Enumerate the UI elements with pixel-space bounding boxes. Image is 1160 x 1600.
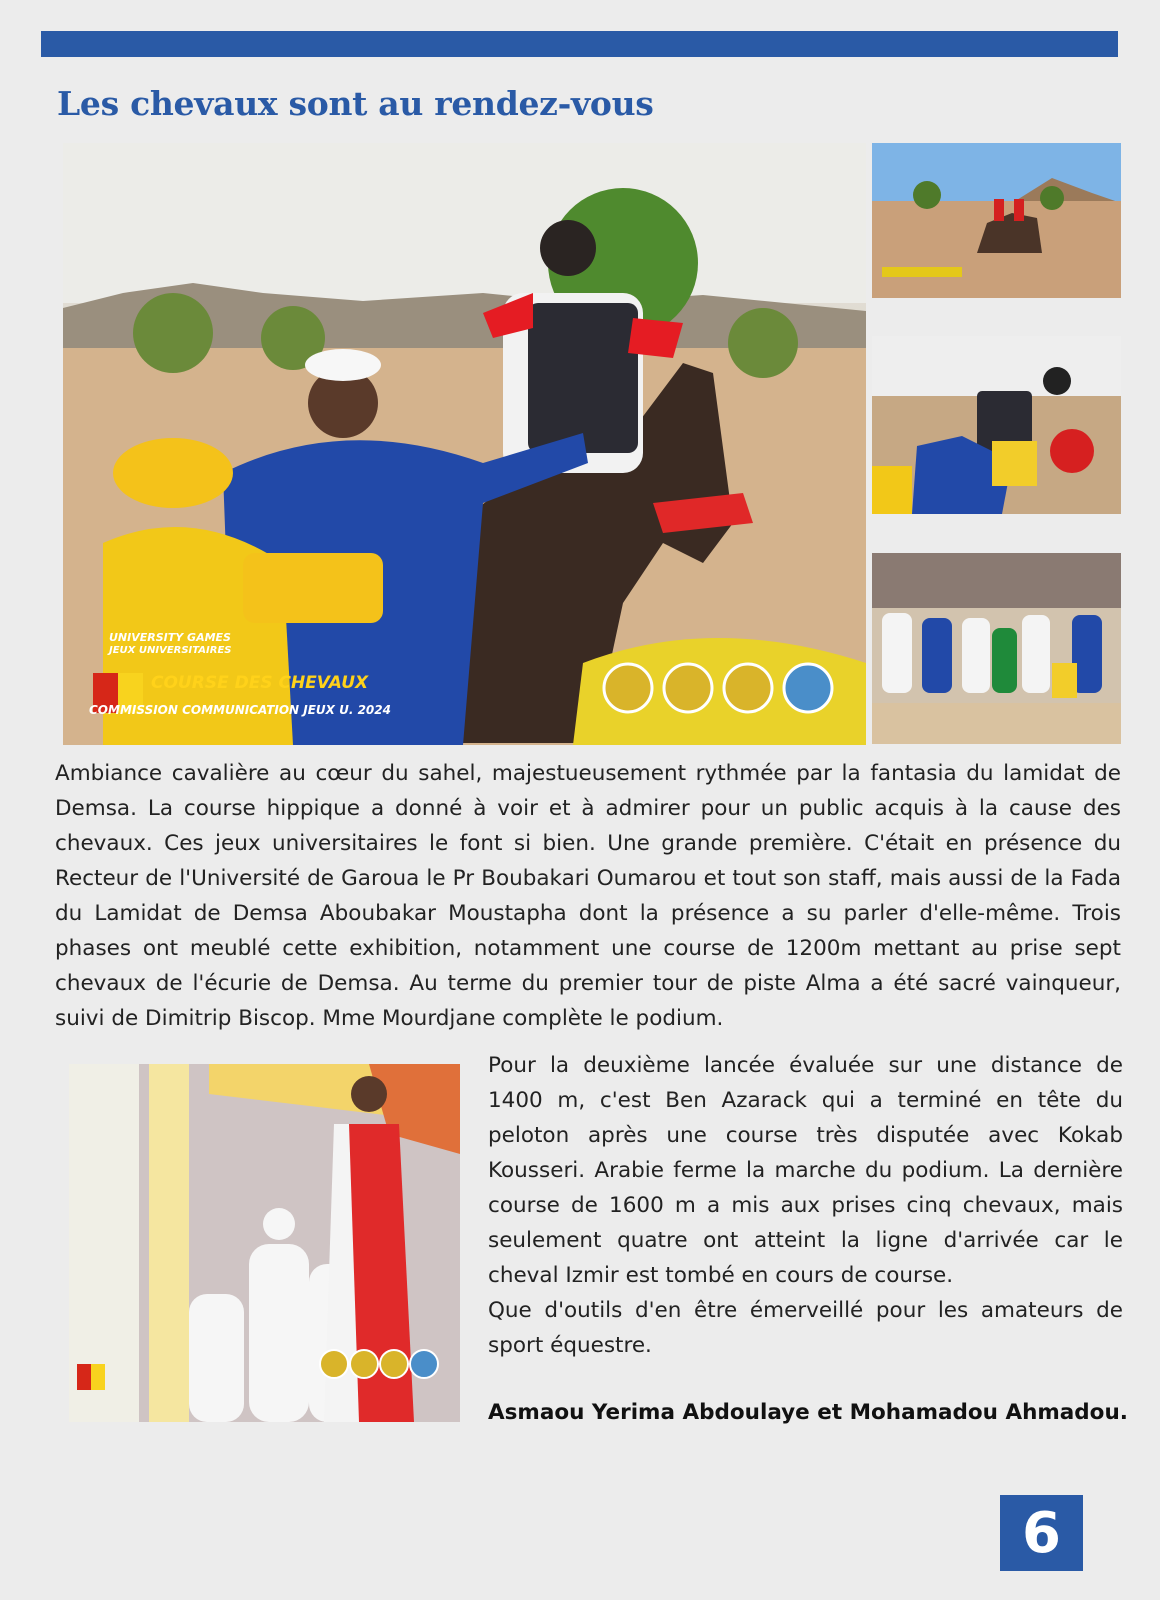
thumb-photo-trophy-handover (872, 336, 1121, 514)
article-paragraph-1: Ambiance cavalière au cœur du sahel, majestueusement rythmée par la fantasia du lamidat de Demsa. La course hippique a donné à voir et à admirer pour un public acquis à la cause des chevaux. Ces jeux universitaires le font si bien. Une grande première. C'était en présence du Recteur de l'Université de Garoua le Pr Boubakari Oumarou et tout son staff, mais aussi de la Fada du Lamidat de Demsa Aboubakar Moustapha dont la présence a su parler d'elle-même. Trois phases ont meublé cette exhibition, notamment une course de 1200m mettant au prise sept chevaux de l'écurie de Demsa. Au terme du premier tour de piste Alma a été sacré vainqueur, suivi de Dimitrip Biscop. Mme Mourdjane complète le podium. (55, 761, 1121, 1031)
logo-text-university-games: UNIVERSITY GAMES (109, 631, 231, 644)
main-photo-horse-race (63, 143, 866, 745)
page-number: 6 (1000, 1495, 1083, 1571)
thumb-photo-horse-riders (872, 143, 1121, 298)
photo-caption-event: COURSE DES CHEVAUX (151, 673, 369, 693)
photo-caption-commission: COMMISSION COMMUNICATION JEUX U. 2024 (89, 703, 391, 717)
photo-dignitaries-crowd (69, 1064, 460, 1422)
article-paragraph-2: Pour la deuxième lancée évaluée sur une distance de 1400 m, c'est Ben Azarack qui a terminé en tête du peloton après une course très disputée avec Kokab Kousseri. Arabie ferme la marche du podium. La dernière course de 1600 m a mis aux prises cinq chevaux, mais seulement quatre ont atteint la ligne d'arrivée car le cheval Izmir est tombé en cours de course. (488, 1053, 1123, 1288)
article-title: Les chevaux sont au rendez-vous (57, 84, 654, 123)
article-paragraph-3: Que d'outils d'en être émerveillé pour les amateurs de sport équestre. (488, 1298, 1123, 1358)
header-bar (41, 31, 1118, 57)
logo-text-jeux-universitaires: JEUX UNIVERSITAIRES (109, 645, 232, 656)
article-side-column (488, 1048, 1123, 1363)
thumb-photo-audience (872, 553, 1121, 744)
article-author: Asmaou Yerima Abdoulaye et Mohamadou Ahmadou. (488, 1400, 1128, 1425)
